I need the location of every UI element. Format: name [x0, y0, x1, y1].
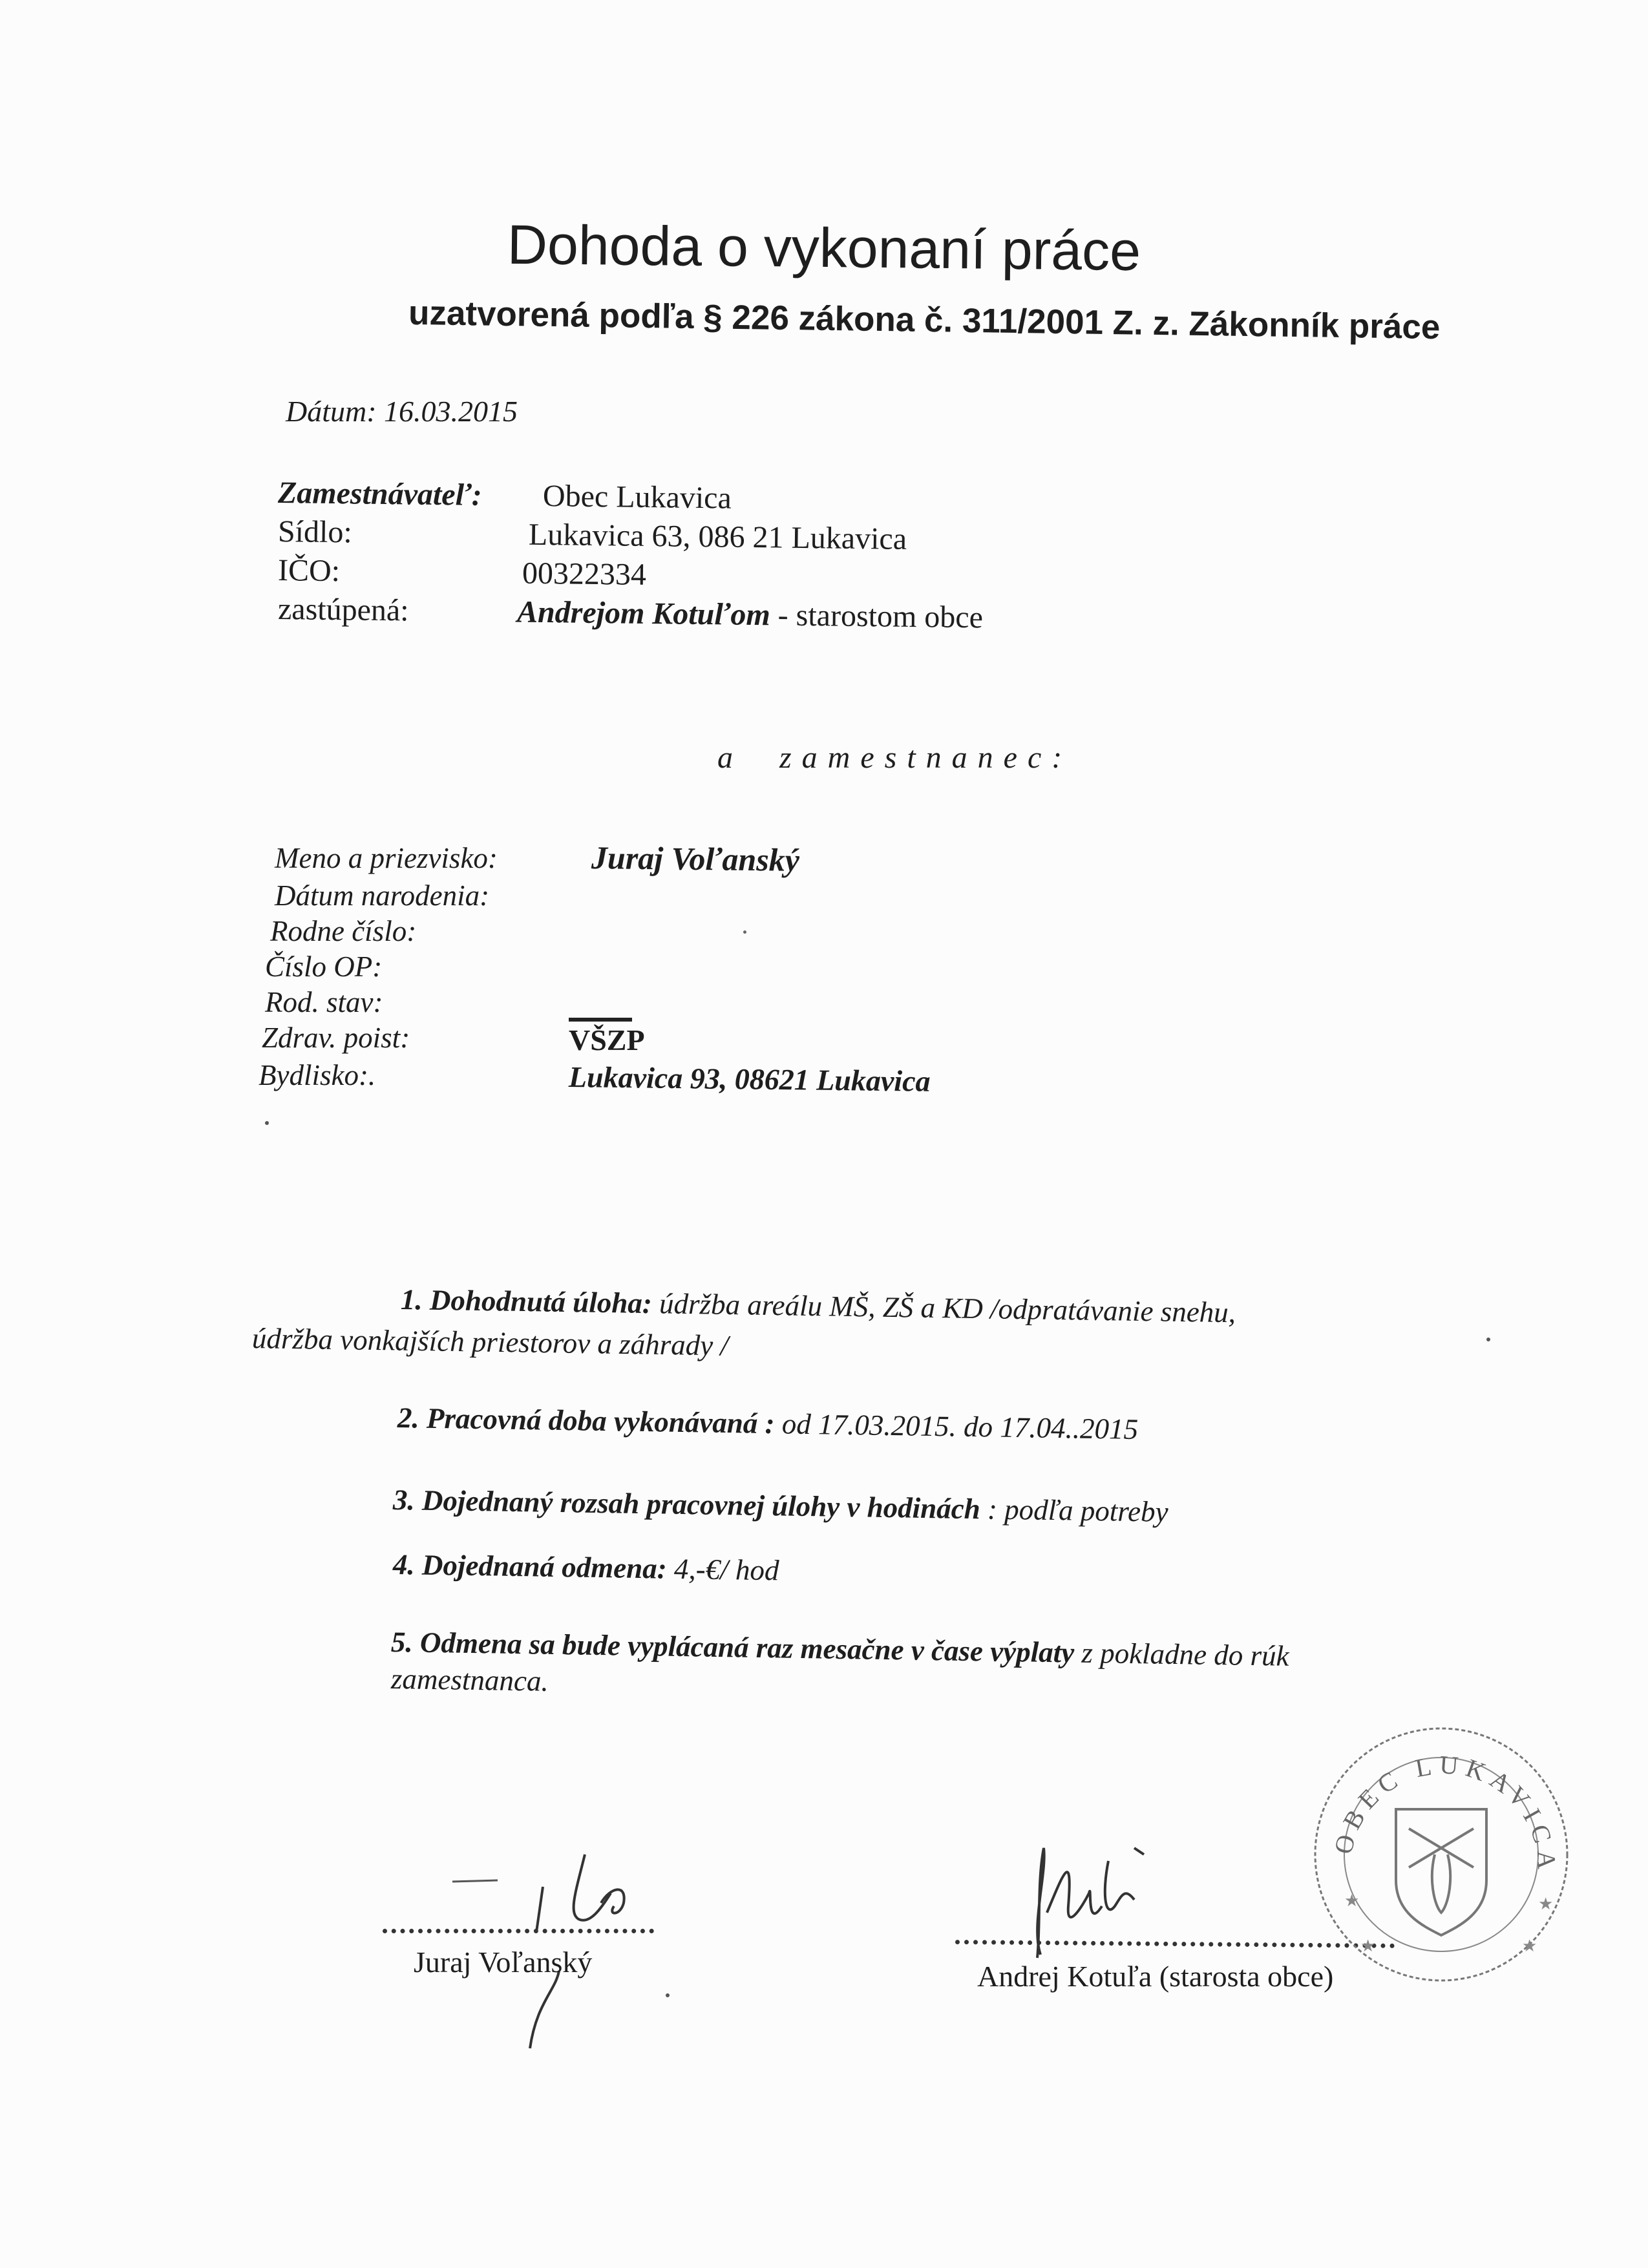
employee-maritalstatus-label: Rod. stav:: [265, 986, 383, 1018]
date-value: 16.03.2015: [384, 395, 518, 428]
stray-dot-mark: [743, 930, 746, 934]
employee-address-value: Lukavica 93, 08621 Lukavica: [568, 1060, 931, 1098]
document-title: Dohoda o vykonaní práce: [507, 213, 1141, 283]
term-1: [401, 1283, 1236, 1329]
employer-signature-name: Andrej Kotuľa (starosta obce): [977, 1960, 1334, 1993]
employee-separator: a zamestnanec:: [717, 740, 1073, 775]
term-2-text: od 17.03.2015. do 17.04..2015: [781, 1407, 1139, 1446]
employer-seat-value: Lukavica 63, 086 21 Lukavica: [528, 517, 907, 556]
stray-dot-mark: [265, 1121, 269, 1125]
term-1-text: údržba areálu MŠ, ZŠ a KD /odpratávanie snehu,: [659, 1287, 1236, 1329]
term-2-label: 2. Pracovná doba vykonávaná :: [397, 1402, 776, 1440]
employee-signature-line: [383, 1929, 654, 1933]
svg-text:★: ★: [1360, 1937, 1376, 1955]
svg-text:★: ★: [1538, 1895, 1554, 1913]
employee-address-label: Bydlisko:.: [259, 1059, 376, 1091]
employee-signature-name: Juraj Voľanský: [414, 1946, 593, 1979]
term-4: [393, 1548, 779, 1587]
term-1-label: 1. Dohodnutá úloha:: [400, 1283, 653, 1320]
term-4-label: 4. Dojednaná odmena:: [392, 1548, 668, 1585]
employee-idcard-label: Číslo OP:: [265, 950, 383, 983]
term-4-text: 4,-€/ hod: [673, 1552, 779, 1587]
term-5-text: z pokladne do rúk: [1081, 1636, 1289, 1672]
employer-name-label: Zamestnávateľ:: [277, 476, 482, 512]
representative-role: - starostom obce: [770, 598, 984, 635]
employee-birthnumber-label: Rodne číslo:: [270, 915, 417, 947]
svg-text:OBEC LUKAVICA: OBEC LUKAVICA: [1328, 1749, 1562, 1876]
employee-insurance-label: Zdrav. poist:: [262, 1022, 410, 1054]
employer-name-value: Obec Lukavica: [542, 479, 732, 516]
date-line: [286, 394, 518, 428]
employee-name-label: Meno a priezvisko:: [275, 842, 498, 874]
employee-insurance-value: VŠZP: [569, 1024, 645, 1056]
employee-birthdate-label: Dátum narodenia:: [275, 879, 490, 912]
term-3-label: 3. Dojednaný rozsah pracovnej úlohy v hodinách: [392, 1484, 981, 1526]
stray-dot-mark: [1486, 1338, 1490, 1341]
term-2: [397, 1401, 1139, 1446]
term-1-text-continued: údržba vonkajších priestorov a záhrady /: [251, 1322, 729, 1362]
document-subtitle: uzatvorená podľa § 226 zákona č. 311/2001 Z. z. Zákonník práce: [408, 293, 1441, 347]
insurance-strike-mark: [569, 1018, 632, 1022]
employer-seat-label: Sídlo:: [277, 514, 353, 550]
employee-name-value: Juraj Voľanský: [591, 839, 800, 878]
representative-name: Andrejom Kotuľom: [516, 594, 771, 633]
term-3-text: : podľa potreby: [987, 1493, 1168, 1528]
date-label: Dátum:: [286, 395, 377, 428]
employer-represented-label: zastúpená:: [277, 592, 409, 628]
svg-text:★: ★: [1344, 1891, 1360, 1910]
term-5-text-continued: zamestnanca.: [390, 1663, 549, 1697]
stray-dot-mark: [666, 1993, 670, 1997]
term-5-label: 5. Odmena sa bude vyplácaná raz mesačne v čase výplaty: [390, 1626, 1075, 1669]
employer-ico-value: 00322334: [522, 556, 647, 592]
svg-text:★: ★: [1522, 1937, 1537, 1955]
employer-ico-label: IČO:: [277, 553, 341, 589]
term-3: [393, 1483, 1168, 1529]
official-stamp-icon: [1305, 1719, 1577, 1990]
